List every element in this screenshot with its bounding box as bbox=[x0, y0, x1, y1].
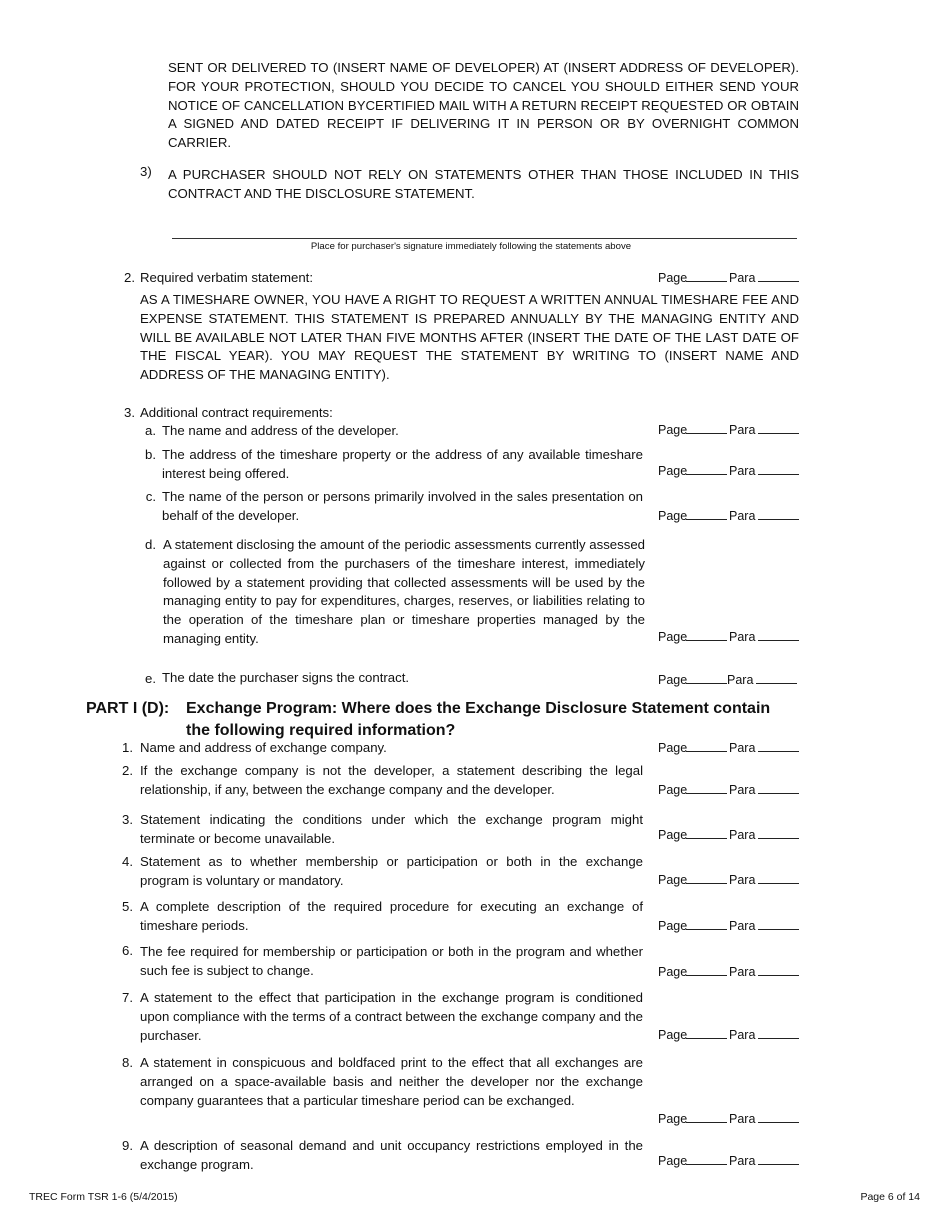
part-d-item-7-text: A statement to the effect that participation in the exchange program is conditioned upon compliance with the terms of a contract between the exchange company and the purchaser. bbox=[140, 990, 643, 1043]
ref-3c bbox=[658, 507, 800, 525]
para-blank[interactable] bbox=[758, 474, 799, 475]
page-label: Page bbox=[658, 741, 688, 755]
item-3e-letter: e. bbox=[145, 671, 156, 686]
para-label: Para bbox=[729, 783, 756, 797]
para-blank[interactable] bbox=[758, 751, 799, 752]
section-3-number: 3. bbox=[124, 405, 135, 420]
signature-caption: Place for purchaser's signature immediately following the statements above bbox=[310, 241, 632, 252]
ref-d8 bbox=[658, 1110, 800, 1128]
page-blank[interactable] bbox=[686, 281, 727, 282]
part-d-item-8-text: A statement in conspicuous and boldfaced print to the effect that all exchanges are arranged on a space-available basis and neither the developer nor the exchange company guarantees that a particular timeshare period can be exchanged. bbox=[140, 1055, 643, 1108]
item-3b-letter: b. bbox=[145, 447, 156, 462]
page-blank[interactable] bbox=[686, 838, 727, 839]
ref-d4 bbox=[658, 871, 800, 889]
para-blank[interactable] bbox=[758, 1164, 799, 1165]
part-d-item-2-text: If the exchange company is not the developer, a statement describing the legal relationship, if any, between the exchange company and the developer. bbox=[140, 763, 643, 797]
part-d-item-4-number: 4. bbox=[122, 854, 133, 869]
page-label: Page bbox=[658, 919, 688, 933]
para-blank[interactable] bbox=[758, 1122, 799, 1123]
para-label: Para bbox=[729, 873, 756, 887]
page-label: Page bbox=[658, 673, 688, 687]
para-blank[interactable] bbox=[758, 975, 799, 976]
page-blank[interactable] bbox=[686, 751, 727, 752]
part-d-item-3-text: Statement indicating the conditions under which the exchange program might terminate or become unavailable. bbox=[140, 812, 643, 846]
part-d-item-6-text: The fee required for membership or participation or both in the program and whether such fee is subject to change. bbox=[140, 944, 643, 978]
section-3-title: Additional contract requirements: bbox=[140, 405, 333, 420]
para-blank[interactable] bbox=[758, 838, 799, 839]
section-2-number: 2. bbox=[124, 270, 135, 285]
part-d-item-5-number: 5. bbox=[122, 899, 133, 914]
part-d-item-1-number: 1. bbox=[122, 740, 133, 755]
cancellation-notice-paragraph: SENT OR DELIVERED TO (INSERT NAME OF DEVELOPER) AT (INSERT ADDRESS OF DEVELOPER). FOR YOUR PROTECTION, SHOULD YOU DECIDE TO CANCEL YOU SHOULD EITHER SEND YOUR NOTICE OF CANCELLATION BYCERTIFIED MAIL WITH A RETURN RECEIPT REQUESTED OR OBTAIN A SIGNED AND DATED RECEIPT IF DELIVERING IT IN PERSON OR BY OVERNIGHT COMMON CARRIER. bbox=[168, 60, 799, 151]
page-blank[interactable] bbox=[686, 1038, 727, 1039]
item-3a-text: The name and address of the developer. bbox=[162, 423, 399, 438]
para-blank[interactable] bbox=[758, 793, 799, 794]
page-blank[interactable] bbox=[686, 640, 727, 641]
page-blank[interactable] bbox=[686, 975, 727, 976]
para-label: Para bbox=[729, 828, 756, 842]
part-d-item-5-text: A complete description of the required procedure for executing an exchange of timeshare periods. bbox=[140, 899, 643, 933]
para-label: Para bbox=[727, 673, 754, 687]
page-blank[interactable] bbox=[686, 883, 727, 884]
part-d-item-4-text: Statement as to whether membership or participation or both in the exchange program is voluntary or mandatory. bbox=[140, 854, 643, 888]
para-label: Para bbox=[729, 423, 756, 437]
part-d-item-7-number: 7. bbox=[122, 990, 133, 1005]
part-d-item-1-text: Name and address of exchange company. bbox=[140, 740, 387, 755]
item-3b-text: The address of the timeshare property or the address of any available timeshare interest being offered. bbox=[162, 447, 643, 481]
page-label: Page bbox=[658, 965, 688, 979]
item-3d-letter: d. bbox=[145, 537, 156, 552]
para-blank[interactable] bbox=[758, 883, 799, 884]
page-label: Page bbox=[658, 1154, 688, 1168]
para-label: Para bbox=[729, 741, 756, 755]
page-label: Page bbox=[658, 873, 688, 887]
page-label: Page bbox=[658, 1028, 688, 1042]
page-blank[interactable] bbox=[686, 474, 727, 475]
item-3a-letter: a. bbox=[145, 423, 156, 438]
para-label: Para bbox=[729, 1028, 756, 1042]
page-blank[interactable] bbox=[686, 519, 727, 520]
ref-d6 bbox=[658, 963, 800, 981]
page-label: Page bbox=[658, 464, 688, 478]
ref-d1 bbox=[658, 739, 800, 757]
page-label: Page bbox=[658, 828, 688, 842]
part-d-item-2-number: 2. bbox=[122, 763, 133, 778]
ref-3d bbox=[658, 628, 800, 646]
item-3-number: 3) bbox=[140, 164, 152, 179]
part-d-title-line-2: the following required information? bbox=[186, 722, 456, 739]
page-blank[interactable] bbox=[686, 433, 727, 434]
ref-d9 bbox=[658, 1152, 800, 1170]
part-d-item-8-number: 8. bbox=[122, 1055, 133, 1070]
section-2-title: Required verbatim statement: bbox=[140, 270, 313, 285]
para-label: Para bbox=[729, 1112, 756, 1126]
ref-d5 bbox=[658, 917, 800, 935]
ref-section-2 bbox=[658, 269, 800, 287]
para-label: Para bbox=[729, 509, 756, 523]
page-blank[interactable] bbox=[686, 683, 727, 684]
ref-d7 bbox=[658, 1026, 800, 1044]
item-3d-text: A statement disclosing the amount of the periodic assessments currently assessed against or collected from the purchasers of the timeshare interest, immediately followed by a statement providing that collected assessments will be used by the managing entity to pay for expenditures, charges, reserves, or liabilities relating to the operation of the timeshare plan or timeshare properties managed by the managing entity. bbox=[163, 537, 645, 646]
page-blank[interactable] bbox=[686, 1164, 727, 1165]
part-d-item-3-number: 3. bbox=[122, 812, 133, 827]
verbatim-statement: AS A TIMESHARE OWNER, YOU HAVE A RIGHT TO REQUEST A WRITTEN ANNUAL TIMESHARE FEE AND EXPENSE STATEMENT. THIS STATEMENT IS PREPARED ANNUALLY BY THE MANAGING ENTITY AND WILL BE AVAILABLE NOT LATER THAN FIVE MONTHS AFTER (INSERT THE DATE OF THE LAST DATE OF THE FISCAL YEAR). YOU MAY REQUEST THE STATEMENT BY WRITING TO (INSERT NAME AND ADDRESS OF THE MANAGING ENTITY). bbox=[140, 292, 799, 383]
para-label: Para bbox=[729, 965, 756, 979]
para-label: Para bbox=[729, 919, 756, 933]
page-label: Page bbox=[658, 1112, 688, 1126]
signature-line[interactable] bbox=[172, 238, 797, 239]
part-d-item-6-number: 6. bbox=[122, 943, 133, 958]
part-d-label: PART I (D): bbox=[86, 700, 170, 717]
page-label: Page bbox=[658, 271, 688, 285]
page-label: Page bbox=[658, 630, 688, 644]
ref-d2 bbox=[658, 781, 800, 799]
para-blank[interactable] bbox=[758, 281, 799, 282]
ref-3a bbox=[658, 421, 800, 439]
page-blank[interactable] bbox=[686, 1122, 727, 1123]
ref-3e bbox=[658, 671, 800, 689]
item-3e-text: The date the purchaser signs the contract. bbox=[162, 670, 410, 685]
page-label: Page bbox=[658, 783, 688, 797]
page-blank[interactable] bbox=[686, 793, 727, 794]
page-blank[interactable] bbox=[686, 929, 727, 930]
para-blank[interactable] bbox=[758, 640, 799, 641]
part-d-title-line-1: Exchange Program: Where does the Exchange Disclosure Statement contain bbox=[186, 700, 771, 717]
item-3c-letter: c. bbox=[145, 489, 156, 504]
footer-page-number: Page 6 of 14 bbox=[860, 1191, 920, 1203]
para-blank[interactable] bbox=[758, 1038, 799, 1039]
para-label: Para bbox=[729, 630, 756, 644]
purchaser-reliance-statement: A PURCHASER SHOULD NOT RELY ON STATEMENTS OTHER THAN THOSE INCLUDED IN THIS CONTRACT AND THE DISCLOSURE STATEMENT. bbox=[168, 167, 799, 201]
para-blank[interactable] bbox=[758, 519, 799, 520]
item-3c-text: The name of the person or persons primarily involved in the sales presentation on behalf of the developer. bbox=[162, 489, 643, 523]
para-blank[interactable] bbox=[756, 683, 797, 684]
page-label: Page bbox=[658, 509, 688, 523]
part-d-item-9-number: 9. bbox=[122, 1138, 133, 1153]
page-label: Page bbox=[658, 423, 688, 437]
para-blank[interactable] bbox=[758, 929, 799, 930]
para-blank[interactable] bbox=[758, 433, 799, 434]
para-label: Para bbox=[729, 271, 756, 285]
para-label: Para bbox=[729, 1154, 756, 1168]
part-d-item-9-text: A description of seasonal demand and unit occupancy restrictions employed in the exchange program. bbox=[140, 1138, 643, 1172]
para-label: Para bbox=[729, 464, 756, 478]
ref-3b bbox=[658, 462, 800, 480]
footer-form-id: TREC Form TSR 1-6 (5/4/2015) bbox=[29, 1191, 178, 1203]
ref-d3 bbox=[658, 826, 800, 844]
